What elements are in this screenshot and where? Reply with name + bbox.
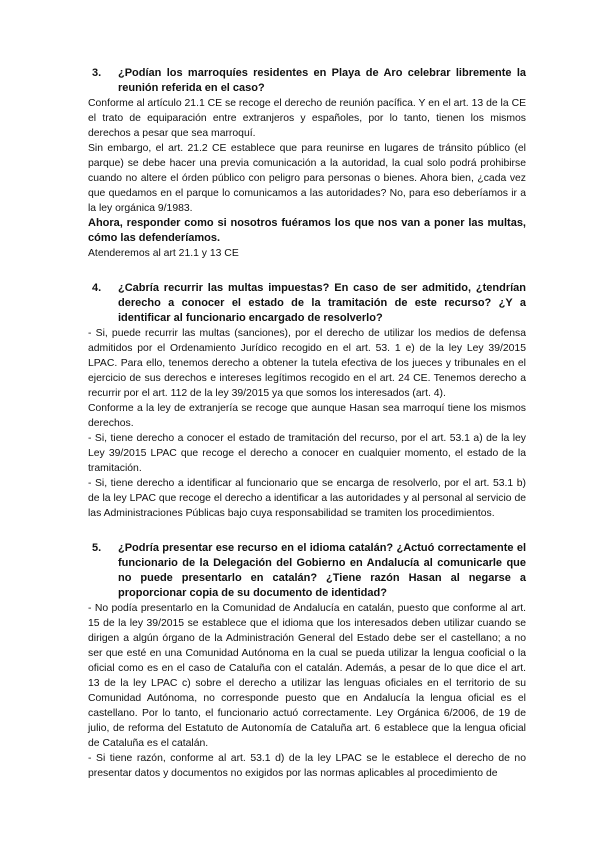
paragraph: - Si, puede recurrir las multas (sanciones), por el derecho de utilizar los medios de defensa admitidos por el Ordenamiento Jurídico recogido en el art. 53. 1 e) de la ley Ley 39/2015 LPAC. Para ello, tenemos derecho a obtener la tutela efectiva de los jueces y tribunales en el ejercicio de sus derechos e intereses legítimos recogido en el art. 24 CE. Tenemos derecho a recurrir por el art. 112 de la ley 39/2015 ya que somos los interesados (art. 4). [88,328,526,399]
question-text: ¿Podían los marroquíes residentes en Playa de Aro celebrar libremente la reunión referida en el caso? [118,67,526,94]
question-3-heading [88,66,526,96]
paragraph: Sin embargo, el art. 21.2 CE establece que para reunirse en lugares de tránsito público (el parque) se debe hacer una previa comunicación a la autoridad, la cual solo podrá prohibirse cuando no altere el órden público con peligro para personas o bienes. Ahora bien, ¿cada vez que quedamos en el parque lo comunicamos a las autoridades? No, para eso deberíamos ir a la ley orgánica 9/1983. [88,143,526,214]
paragraph: Conforme a la ley de extranjería se recoge que aunque Hasan sea marroquí tiene los mismos derechos. [88,403,526,429]
paragraph: Conforme al artículo 21.1 CE se recoge el derecho de reunión pacífica. Y en el art. 13 de la CE el trato de equiparación entre extranjeros y españoles, por lo tanto, tienen los mismos derechos a pesar que sea marroquí. [88,98,526,139]
paragraph: - Si, tiene derecho a conocer el estado de tramitación del recurso, por el art. 53.1 a) de la ley Ley 39/2015 LPAC que recoge el derecho a conocer en cualquier momento, el estado de la tramitación. [88,433,526,474]
paragraph: - Si, tiene derecho a identificar al funcionario que se encarga de resolverlo, por el art. 53.1 b) de la ley LPAC que recoge el derecho a identificar a las autoridades y al personal al servicio de las Administraciones Públicas bajo cuya responsabilidad se tramiten los procedimientos. [88,478,526,519]
paragraph: - Si tiene razón, conforme al art. 53.1 d) de la ley LPAC se le establece el derecho de no presentar datos y documentos no exigidos por las normas aplicables al procedimiento de [88,753,526,779]
question-5-heading [88,541,526,601]
question-4-heading [88,281,526,326]
document-body [88,66,526,781]
paragraph: - No podía presentarlo en la Comunidad de Andalucía en catalán, puesto que conforme al art. 15 de la ley 39/2015 se establece que el idioma que los interesados deben utilizar cuando se dirigen a algún órgano de la Administración General del Estado debe ser el castellano; a no ser que esté en una Comunidad Autónoma en la cual se pueda utilizar la lengua cooficial o la oficial como es en el caso de Cataluña con el catalán. Además, a pesar de lo que dice el art. 13 de la ley LPAC c) sobre el derecho a utilizar las lenguas oficiales en el territorio de su Comunidad Autónoma, no corresponde puesto que en Andalucía la lengua oficial es el castellano. Por lo tanto, el funcionario actuó correctamente. Ley Orgánica 6/2006, de 19 de julio, de reforma del Estatuto de Autonomía de Cataluña art. 6 establece que la lengua oficial de Cataluña es el catalán. [88,603,526,749]
paragraph: Atenderemos al art 21.1 y 13 CE [88,248,239,259]
question-number: 3. [92,67,102,79]
question-number: 5. [92,542,102,554]
question-number: 4. [92,282,102,294]
question-text: ¿Cabría recurrir las multas impuestas? En caso de ser admitido, ¿tendrían derecho a conocer el estado de la tramitación de este recurso? ¿Y a identificar al funcionario encargado de resolverlo? [118,282,526,324]
bold-paragraph: Ahora, responder como si nosotros fuéramos los que nos van a poner las multas, cómo las defenderíamos. [88,217,526,244]
question-text: ¿Podría presentar ese recurso en el idioma catalán? ¿Actuó correctamente el funcionario de la Delegación del Gobierno en Andalucía al comunicarle que no puede presentarlo en catalán? ¿Tiene razón Hasan al negarse a proporcionar copia de su documento de identidad? [118,542,526,599]
